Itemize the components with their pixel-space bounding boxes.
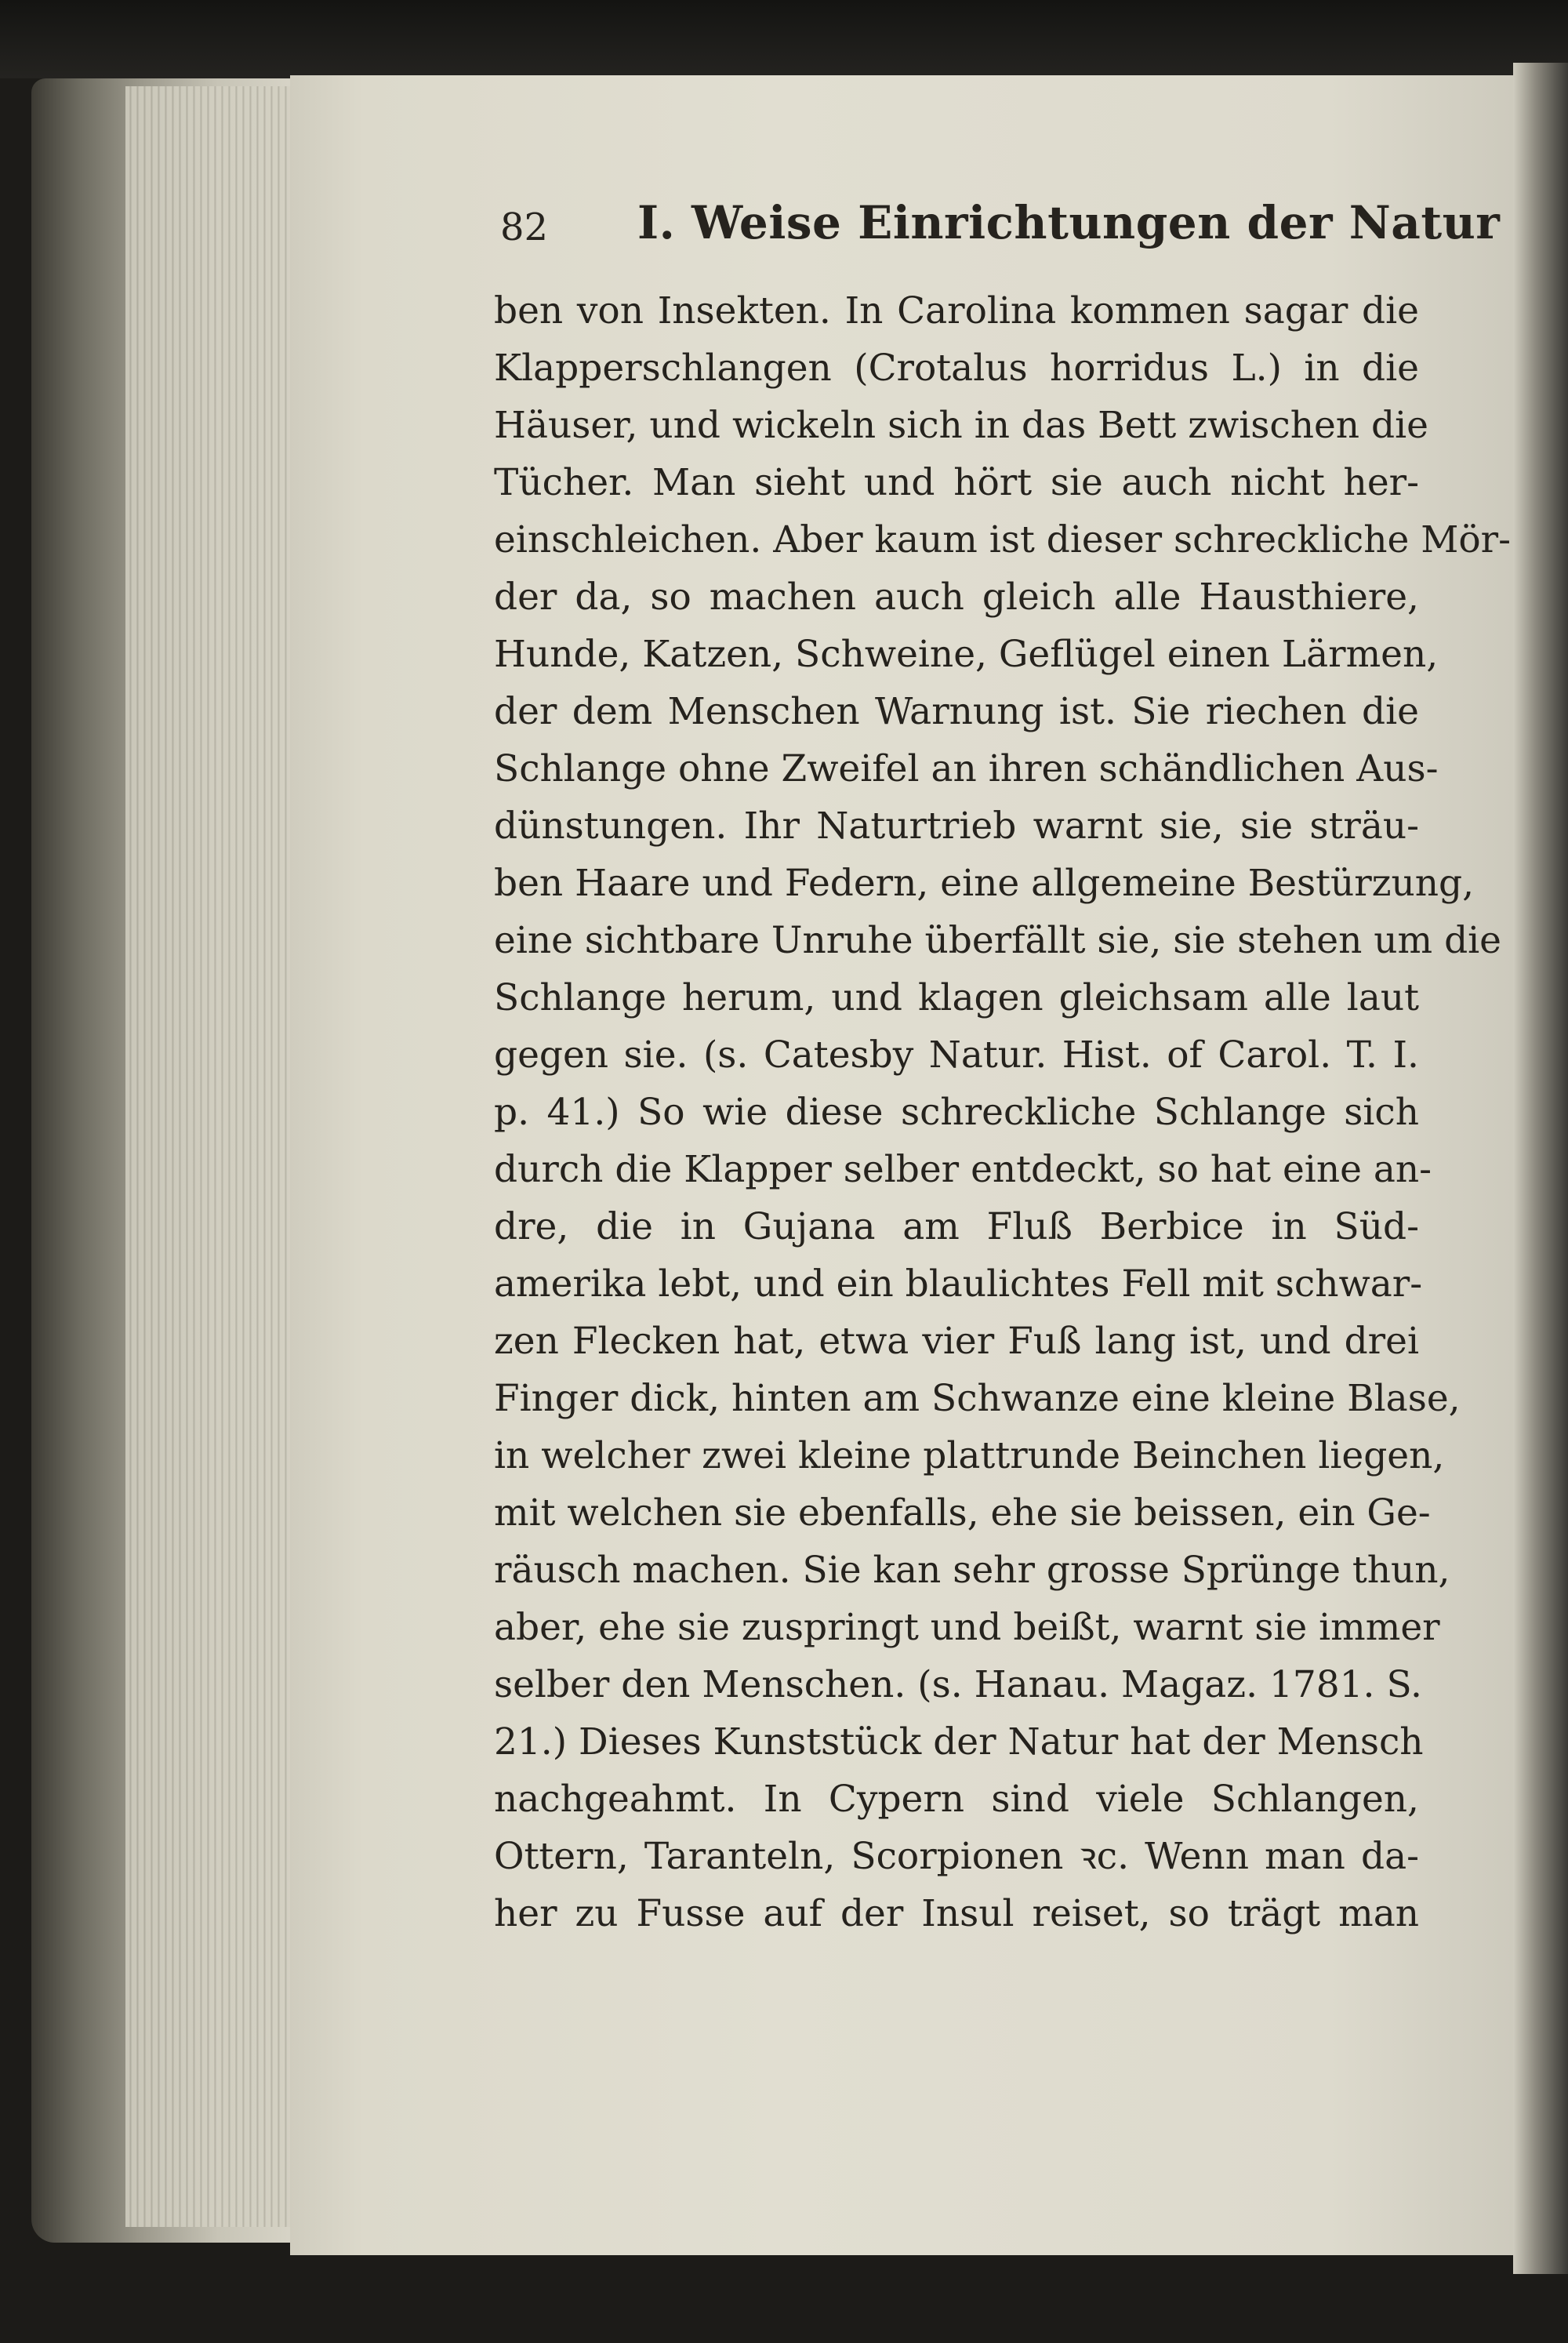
text-line: amerika lebt, und ein blaulichtes Fell mit schwar- <box>494 1262 1423 1306</box>
text-line: aber, ehe sie zuspringt und beißt, warnt sie immer <box>494 1606 1440 1649</box>
top-shadow <box>0 0 1568 78</box>
text-line: Hunde, Katzen, Schweine, Geflügel einen Lärmen, <box>494 633 1439 676</box>
text-line: der da, so machen auch gleich alle Hausthiere, <box>494 576 1419 619</box>
text-line: räusch machen. Sie kan sehr grosse Sprünge thun, <box>494 1549 1450 1592</box>
text-line: Ottern, Taranteln, Scorpionen ꝛc. Wenn man da- <box>494 1835 1419 1878</box>
text-line: der dem Menschen Warnung ist. Sie riechen die <box>494 690 1419 733</box>
text-line: ben Haare und Federn, eine allgemeine Bestürzung, <box>494 862 1475 905</box>
text-line: nachgeahmt. In Cypern sind viele Schlangen, <box>494 1778 1419 1821</box>
text-line: selber den Menschen. (s. Hanau. Magaz. 1781. S. <box>494 1663 1422 1706</box>
text-line: Häuser, und wickeln sich in das Bett zwischen die <box>494 404 1428 447</box>
text-line: einschleichen. Aber kaum ist dieser schreckliche Mör- <box>494 518 1512 561</box>
text-line: ben von Insekten. In Carolina kommen sagar die <box>494 289 1419 332</box>
text-line: Schlange ohne Zweifel an ihren schändlichen Aus- <box>494 747 1439 790</box>
text-line: her zu Fusse auf der Insul reiset, so trägt man <box>494 1892 1419 1935</box>
text-line: Klapperschlangen (Crotalus horridus L.) in die <box>494 347 1419 390</box>
page-body-text <box>494 282 1512 1942</box>
text-line: gegen sie. (s. Catesby Natur. Hist. of Carol. T. I. <box>494 1033 1419 1077</box>
text-line: dre, die in Gujana am Fluß Berbice in Süd- <box>494 1205 1419 1248</box>
text-line: mit welchen sie ebenfalls, ehe sie beissen, ein Ge- <box>494 1491 1431 1535</box>
text-line: in welcher zwei kleine plattrunde Beinchen liegen, <box>494 1434 1445 1477</box>
text-line: durch die Klapper selber entdeckt, so hat eine an- <box>494 1148 1432 1191</box>
facing-page-edge <box>1513 63 1568 2274</box>
page-number: 82 <box>500 205 549 249</box>
text-line: zen Flecken hat, etwa vier Fuß lang ist, und drei <box>494 1320 1419 1363</box>
text-line: p. 41.) So wie diese schreckliche Schlange sich <box>494 1091 1419 1134</box>
text-line: eine sichtbare Unruhe überfällt sie, sie stehen um die <box>494 919 1501 962</box>
text-line: Schlange herum, und klagen gleichsam alle laut <box>494 976 1419 1019</box>
page-stack-edges <box>125 86 306 2227</box>
text-line: dünstungen. Ihr Naturtrieb warnt sie, sie sträu- <box>494 805 1419 848</box>
running-header <box>500 196 1501 267</box>
text-line: Tücher. Man sieht und hört sie auch nicht her- <box>494 461 1419 504</box>
text-line: Finger dick, hinten am Schwanze eine kleine Blase, <box>494 1377 1461 1420</box>
text-line: 21.) Dieses Kunststück der Natur hat der Mensch <box>494 1720 1424 1764</box>
running-title: I. Weise Einrichtungen der Natur <box>637 196 1501 249</box>
